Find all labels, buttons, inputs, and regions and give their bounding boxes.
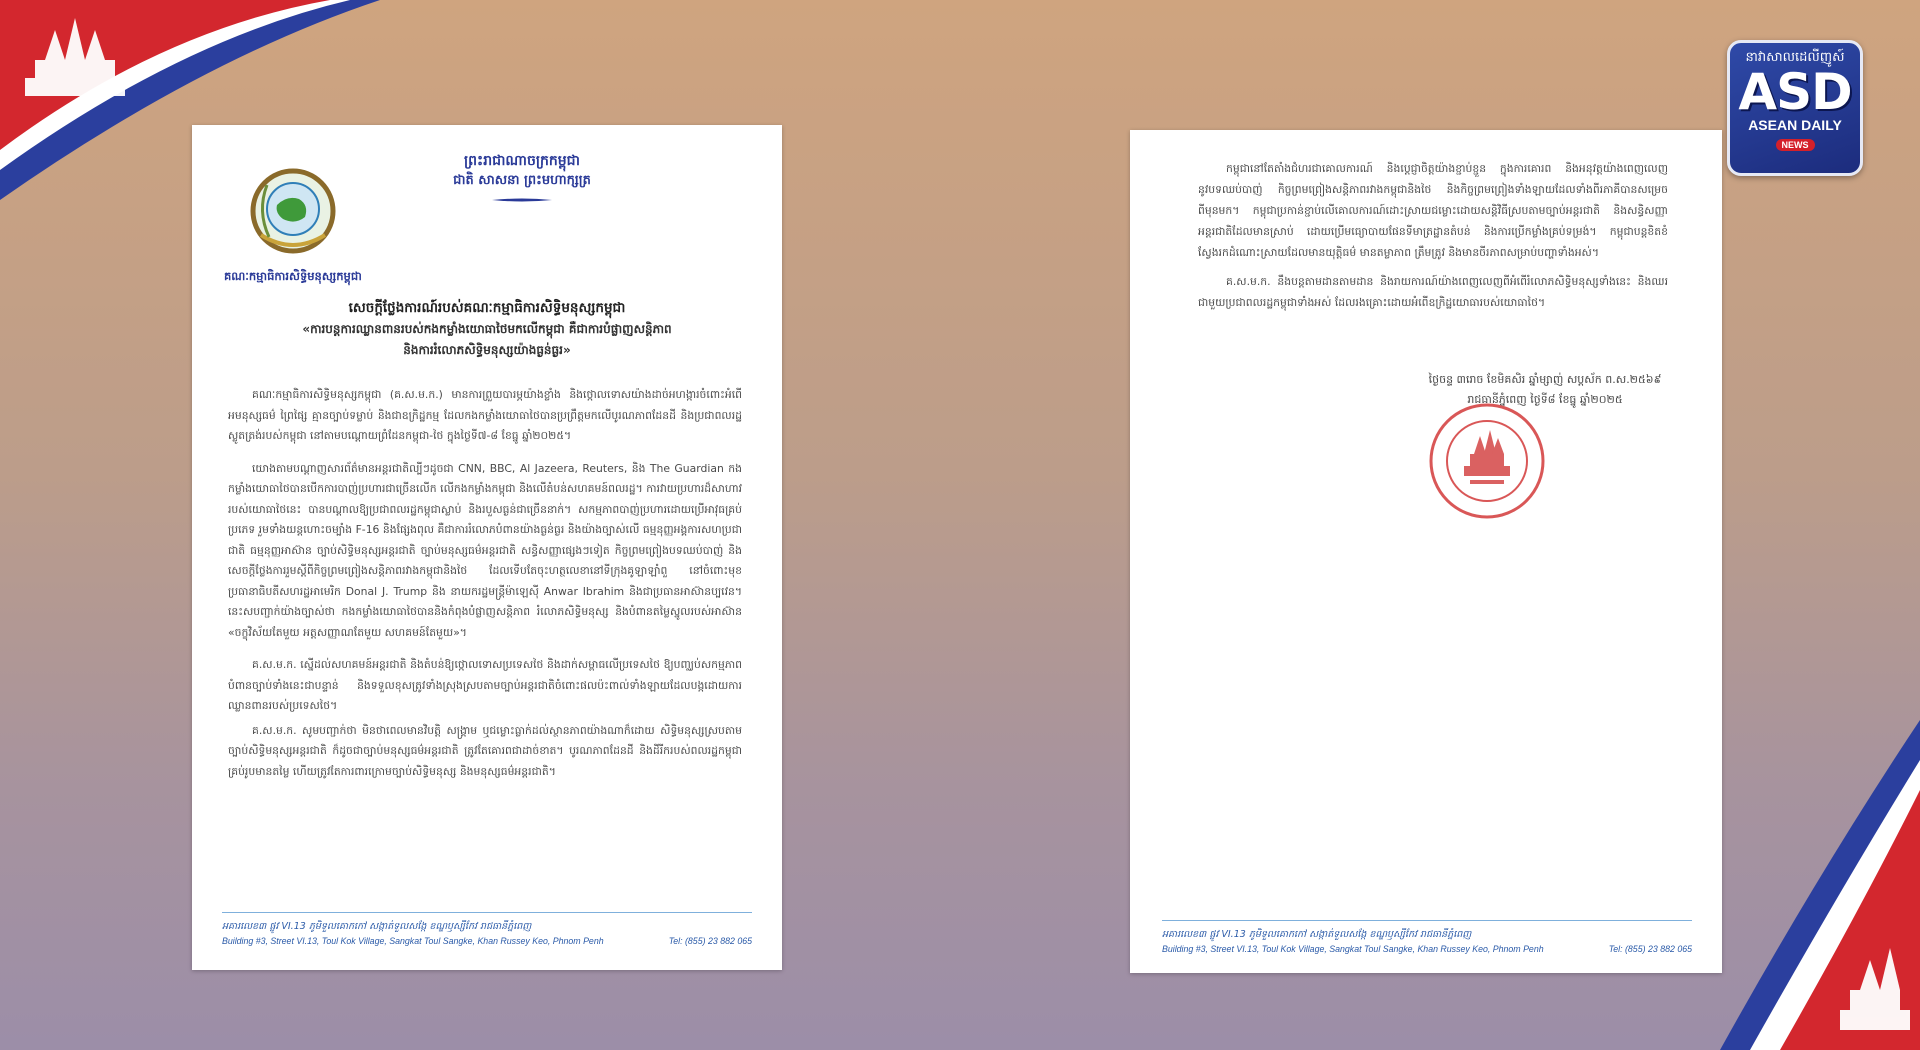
statement-body-page-2 — [1198, 158, 1668, 321]
statement-title-block — [232, 297, 742, 361]
commission-seal-icon — [247, 165, 339, 257]
lunar-date: ថ្ងៃចន្ទ ៣រោច ខែមិគសិរ ឆ្នាំម្សាញ់ សប្តស័ក ព.ស.២៥៦៩ — [1428, 373, 1662, 386]
official-stamp-icon — [1426, 400, 1548, 522]
statement-title: សេចក្តីថ្លែងការណ៍របស់គណៈកម្មាធិការសិទ្ធិមនុស្សកម្ពុជា — [348, 300, 626, 316]
statement-subtitle-2: និងការរំលោភសិទ្ធិមនុស្សយ៉ាងធ្ងន់ធ្ងរ» — [403, 343, 571, 357]
statement-body-page-1 — [228, 385, 742, 794]
ornament-divider — [492, 197, 552, 203]
footer-address-english: Building #3, Street VI.13, Toul Kok Village, Sangkat Toul Sangke, Khan Russey Keo, Phnom Penh — [1162, 944, 1544, 954]
footer-telephone: Tel: (855) 23 882 065 — [1608, 944, 1692, 954]
paragraph: យោងតាមបណ្តាញសារព័ត៌មានអន្តរជាតិល្បីៗដូចជា CNN, BBC, Al Jazeera, Reuters, និង The Guardian កងកម្លាំងយោធាថៃបានបើកការបាញ់ប្រហារជាច្រើនលើក លើកងកម្លាំងកម្ពុជា និងលើតំបន់សហគមន៍ពលរដ្ឋ។ ការវាយប្រហារដ៏សាហាវរបស់យោធាថៃនេះ បានបណ្តាលឱ្យប្រជាពលរដ្ឋកម្ពុជាស្លាប់ និងរបួសធ្ងន់ជាច្រើននាក់។ សកម្មភាពបាញ់ប្រហារដោយប្រើអាវុធគ្រប់ប្រភេទ រួមទាំងយន្តហោះចម្បាំង F-16 និងផ្សែងពុល គឺជាការរំលោភបំពានយ៉ាងធ្ងន់ធ្ងរ និងយ៉ាងច្បាស់លើ ធម្មនុញ្ញអង្គការសហប្រជាជាតិ ធម្មនុញ្ញអាស៊ាន ច្បាប់សិទ្ធិមនុស្សអន្តរជាតិ ច្បាប់មនុស្សធម៌អន្តរជាតិ សន្ធិសញ្ញាផ្សេងៗទៀត កិច្ចព្រមព្រៀងបទឈប់បាញ់ និង សេចក្តីថ្លែងការរួមស្តីពីកិច្ចព្រមព្រៀងសន្តិភាពរវាងកម្ពុជានិងថៃ ដែលទើបតែចុះហត្ថលេខានៅទីក្រុងគូឡាឡាំពួ នៅចំពោះមុខ ប្រធានាធិបតីសហរដ្ឋអាមេរិក Donal J. Trump និង នាយករដ្ឋមន្ត្រីម៉ាឡេស៊ី Anwar Ibrahim និងជាប្រធានអាស៊ានប្បវេន។ នេះសបញ្ជាក់យ៉ាងច្បាស់ថា កងកម្លាំងយោធាថៃបាននិងកំពុងបំផ្លាញសន្តិភាព រំលោភសិទ្ធិមនុស្ស និងបំពានតម្លៃស្នូលរបស់អាស៊ាន «ចក្ខុវិស័យតែមួយ អត្តសញ្ញាណតែមួយ សហគមន៍តែមួយ»។ — [228, 461, 742, 639]
asean-daily-news-logo — [1727, 40, 1863, 176]
gregorian-date: រាជធានីភ្នំពេញ ថ្ងៃទី៨ ខែធ្នូ ឆ្នាំ២០២៥ — [1467, 393, 1623, 406]
document-page-1 — [192, 125, 782, 970]
logo-sub-text: ASEAN DAILY — [1748, 117, 1842, 133]
paragraph: គ.ស.ម.ក. នឹងបន្តតាមដានតាមដាន និងរាយការណ៍យ៉ាងពេញលេញពីអំពើរំលោភសិទ្ធិមនុស្សទាំងនេះ និងឈរជាមួយប្រជាពលរដ្ឋកម្ពុជាទាំងអស់ ដែលរងគ្រោះដោយអំពើឧក្រិដ្ឋយោធារបស់យោធាថៃ។ — [1198, 275, 1668, 309]
paragraph: គ.ស.ម.ក. ស្នើដល់សហគមន៍អន្តរជាតិ និងតំបន់ឱ្យថ្កោលទោសប្រទេសថៃ និងដាក់សម្ពាធលើប្រទេសថៃ ឱ្យបញ្ឈប់សកម្មភាពបំពានច្បាប់ទាំងនេះជាបន្ទាន់ និងទទួលខុសត្រូវទាំងស្រុងស្របតាមច្បាប់អន្តរជាតិចំពោះផលប៉ះពាល់ទាំងឡាយដែលបង្កដោយការឈ្លានពានរបស់ប្រទេសថៃ។ — [228, 658, 742, 712]
footer-telephone: Tel: (855) 23 882 065 — [668, 936, 752, 946]
logo-big-text: ASD — [1738, 63, 1852, 121]
paragraph: គណៈកម្មាធិការសិទ្ធិមនុស្សកម្ពុជា (គ.ស.ម.ក.) មានការព្រួយបារម្ភយ៉ាងខ្លាំង និងថ្កោលទោសយ៉ាងដាច់អហង្ការចំពោះអំពើអមនុស្សធម៌ ព្រៃផ្សៃ គ្មានច្បាប់ទម្លាប់ និងជាឧក្រិដ្ឋកម្ម ដែលកងកម្លាំងយោធាថៃបានប្រព្រឹត្តមកលើបូរណភាពដែនដី និងប្រជាពលរដ្ឋស្លូតត្រង់របស់កម្ពុជា នៅតាមបណ្តោយព្រំដែនកម្ពុជា-ថៃ ក្នុងថ្ងៃទី៧-៨ ខែធ្នូ ឆ្នាំ២០២៥។ — [228, 388, 742, 442]
document-page-2 — [1130, 130, 1722, 973]
kingdom-motto — [392, 151, 652, 203]
footer-address-khmer: អគារលេខ៣ ផ្លូវ VI.13 ភូមិទួលគោកកៅ សង្កាត់ទួលសង្កែ ខណ្ឌឫស្សីកែវ រាជធានីភ្នំពេញ — [222, 921, 532, 932]
page-footer — [222, 912, 752, 948]
kingdom-line-2: ជាតិ សាសនា ព្រះមហាក្សត្រ — [453, 173, 591, 188]
statement-subtitle-1: «ការបន្តការឈ្លានពានរបស់កងកម្លាំងយោធាថៃមកលើកម្ពុជា គឺជាការបំផ្លាញសន្តិភាព — [302, 322, 672, 336]
paragraph: គ.ស.ម.ក. សូមបញ្ជាក់ថា មិនថាពេលមានវិបត្តិ សង្គ្រាម ឬជម្លោះធ្លាក់ដល់ស្ថានភាពយ៉ាងណាក៏ដោយ សិទ្ធិមនុស្សស្របតាមច្បាប់សិទ្ធិមនុស្សអន្តរជាតិ ក៏ដូចជាច្បាប់មនុស្សធម៌អន្តរជាតិ ត្រូវតែគោរពជាដាច់ខាត។ បូរណភាពដែនដី និងដីរីករបស់ពលរដ្ឋកម្ពុជាគ្រប់រូបមានតម្លៃ ហើយត្រូវតែការពារក្រោមច្បាប់សិទ្ធិមនុស្ស និងមនុស្សធម៌អន្តរជាតិ។ — [228, 723, 742, 778]
paragraph: កម្ពុជានៅតែតាំងជំហរជាគោលការណ៍ និងប្តេជ្ញាចិត្តយ៉ាងខ្ជាប់ខ្ជួន ក្នុងការគោរព និងអនុវត្តយ៉ាងពេញលេញនូវបទឈប់បាញ់ កិច្ចព្រមព្រៀងសន្តិភាពរវាងកម្ពុជានិងថៃ និងកិច្ចព្រមព្រៀងទាំងឡាយដែលទាំងពីរភាគីបានសម្រេចពីមុនមក។ កម្ពុជាប្រកាន់ខ្ជាប់លើគោលការណ៍ដោះស្រាយជម្លោះដោយសន្តិវិធីស្របតាមច្បាប់អន្តរជាតិ និងសន្ធិសញ្ញាអន្តរជាតិដែលមានស្រាប់ ដោយប្រើមធ្យោបាយផែនទីមាត្រដ្ឋានតំបន់ និងការប្រើកម្លាំងគ្រប់ទម្រង់។ កម្ពុជាបន្តខិតខំស្វែងរកដំណោះស្រាយដែលមានយុត្តិធម៌ មានតម្លាភាព ត្រឹមត្រូវ និងមានចីរភាពសម្រាប់បញ្ហាទាំងអស់។ — [1198, 162, 1668, 259]
footer-address-khmer: អគារលេខ៣ ផ្លូវ VI.13 ភូមិទួលគោកកៅ សង្កាត់ទួលសង្កែ ខណ្ឌឫស្សីកែវ រាជធានីភ្នំពេញ — [1162, 929, 1472, 940]
logo-news-tag: NEWS — [1776, 139, 1815, 151]
footer-address-english: Building #3, Street VI.13, Toul Kok Village, Sangkat Toul Sangke, Khan Russey Keo, Phnom Penh — [222, 936, 604, 946]
logo-top-text: នាវាសាលដេលីញូស៍ — [1745, 50, 1845, 65]
flag-corner-bottom-right — [1720, 720, 1920, 1050]
kingdom-line-1: ព្រះរាជាណាចក្រកម្ពុជា — [463, 153, 580, 169]
page-footer — [1162, 920, 1692, 956]
org-name: គណៈកម្មាធិការសិទ្ធិមនុស្សកម្ពុជា — [224, 269, 362, 283]
